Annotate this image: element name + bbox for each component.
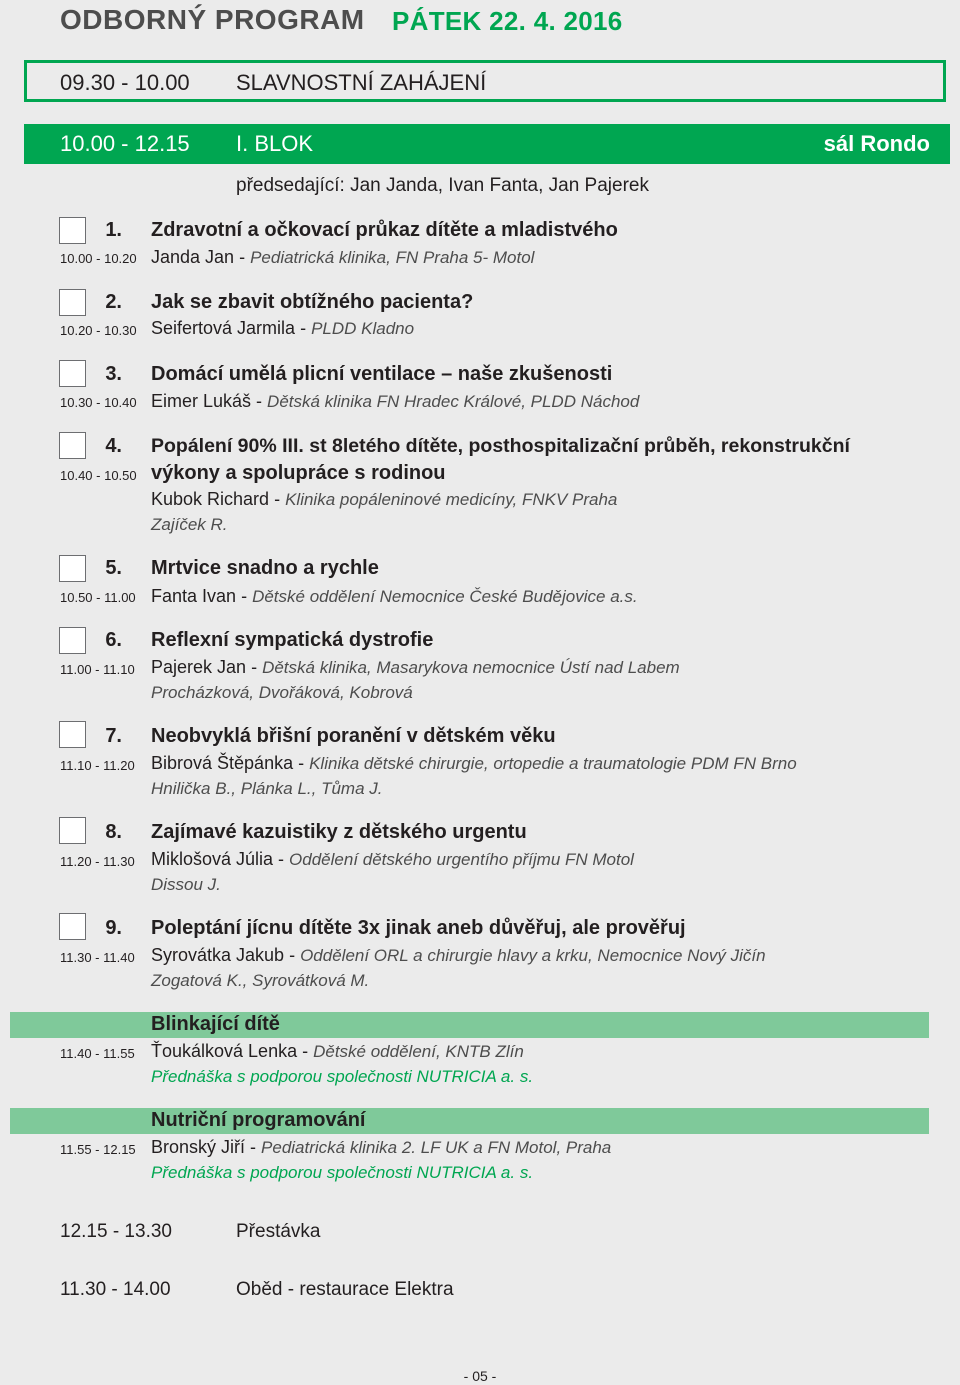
sponsored-title: Blinkající dítě — [151, 1013, 280, 1035]
talk-authors — [151, 586, 638, 607]
talk-coauthors: Hnilička B., Plánka L., Tůma J. — [151, 779, 383, 798]
sponsored-title: Nutriční programování — [151, 1109, 366, 1131]
talk-authors — [151, 391, 639, 412]
author-separator: - — [293, 753, 310, 773]
talk-author: Janda Jan — [151, 247, 235, 267]
talk-coauthors: Zajíček R. — [151, 515, 228, 534]
talk-authors — [151, 945, 766, 966]
talk-author: Seifertová Jarmila — [151, 318, 296, 338]
talk-coauthors: Dissou J. — [151, 875, 221, 894]
talk-affiliation: PLDD Kladno — [311, 319, 415, 338]
author-separator: - — [246, 657, 263, 677]
talk-title: Jak se zbavit obtížného pacienta? — [151, 291, 474, 313]
block-room: sál Rondo — [823, 131, 930, 156]
sponsored-affiliation: Dětské oddělení, KNTB Zlín — [313, 1042, 524, 1061]
sponsored-author: Ťoukálková Lenka — [151, 1041, 298, 1061]
talk-time: 11.10 - 11.20 — [60, 758, 135, 773]
opening-time: 09.30 - 10.00 — [60, 70, 190, 95]
talk-time: 11.20 - 11.30 — [60, 854, 135, 869]
block-chairs: předsedající: Jan Janda, Ivan Fanta, Jan Pajerek — [236, 175, 649, 196]
talk-title-continued: výkony a spolupráce s rodinou — [151, 462, 446, 484]
talk-number: 9. — [105, 917, 122, 939]
talk-coauthors: Zogatová K., Syrovátková M. — [151, 971, 370, 990]
talk-title: Reflexní sympatická dystrofie — [151, 629, 434, 651]
talk-authors — [151, 318, 414, 339]
break-time: 12.15 - 13.30 — [60, 1221, 172, 1242]
author-separator: - — [297, 1041, 314, 1061]
sponsored-authors — [151, 1137, 611, 1158]
author-separator: - — [295, 318, 312, 338]
talk-affiliation: Dětská klinika, Masarykova nemocnice Ústí nad Labem — [262, 658, 680, 677]
talk-affiliation: Klinika dětské chirurgie, ortopedie a traumatologie PDM FN Brno — [309, 754, 797, 773]
sponsored-authors — [151, 1041, 524, 1062]
talk-number: 1. — [105, 219, 122, 241]
sponsored-time: 11.55 - 12.15 — [60, 1142, 136, 1157]
talk-title: Popálení 90% III. st 8letého dítěte, posthospitalizační průběh, rekonstrukční — [151, 435, 850, 457]
talk-affiliation: Dětská klinika FN Hradec Králové, PLDD Náchod — [267, 392, 640, 411]
sponsor-note: Přednáška s podporou společnosti NUTRICIA a. s. — [151, 1163, 534, 1182]
talk-time: 10.40 - 10.50 — [60, 468, 137, 483]
talk-authors — [151, 849, 634, 870]
talk-author: Fanta Ivan — [151, 586, 237, 606]
talk-affiliation: Dětské oddělení Nemocnice České Budějovice a.s. — [252, 587, 638, 606]
talk-title: Domácí umělá plicní ventilace – naše zkušenosti — [151, 363, 613, 385]
lunch-time: 11.30 - 14.00 — [60, 1279, 171, 1300]
author-separator: - — [234, 247, 251, 267]
talk-affiliation: Pediatrická klinika, FN Praha 5- Motol — [250, 248, 535, 267]
talk-time: 11.00 - 11.10 — [60, 662, 135, 677]
talk-number: 3. — [105, 363, 122, 385]
talk-authors — [151, 753, 797, 774]
talk-author: Bibrová Štěpánka — [151, 753, 294, 773]
author-separator: - — [245, 1137, 262, 1157]
sponsored-author: Bronský Jiří — [151, 1137, 246, 1157]
page-number: - 05 - — [463, 1368, 497, 1384]
talk-number: 7. — [105, 725, 122, 747]
sponsored-affiliation: Pediatrická klinika 2. LF UK a FN Motol, Praha — [261, 1138, 612, 1157]
talk-author: Syrovátka Jakub — [151, 945, 285, 965]
talk-title: Poleptání jícnu dítěte 3x jinak aneb důvěřuj, ale prověřuj — [151, 917, 686, 939]
talk-time: 10.20 - 10.30 — [60, 323, 137, 338]
talk-number: 2. — [105, 291, 122, 313]
talk-number: 8. — [105, 821, 122, 843]
sponsor-note: Přednáška s podporou společnosti NUTRICIA a. s. — [151, 1067, 534, 1086]
author-separator: - — [251, 391, 268, 411]
program-heading: ODBORNÝ PROGRAM — [60, 4, 365, 35]
talk-time: 11.30 - 11.40 — [60, 950, 135, 965]
block-title: I. BLOK — [236, 131, 314, 156]
break-title: Přestávka — [236, 1221, 321, 1242]
talk-number: 5. — [105, 557, 122, 579]
talk-affiliation: Oddělení dětského urgentího příjmu FN Motol — [289, 850, 634, 869]
talk-author: Kubok Richard — [151, 489, 270, 509]
talk-title: Zajímavé kazuistiky z dětského urgentu — [151, 821, 527, 843]
talk-coauthors: Procházková, Dvořáková, Kobrová — [151, 683, 413, 702]
talk-time: 10.00 - 10.20 — [60, 251, 137, 266]
lunch-title: Oběd - restaurace Elektra — [236, 1279, 454, 1300]
talk-affiliation: Oddělení ORL a chirurgie hlavy a krku, Nemocnice Nový Jičín — [300, 946, 766, 965]
talk-authors — [151, 489, 617, 510]
opening-title: SLAVNOSTNÍ ZAHÁJENÍ — [236, 70, 487, 95]
talk-time: 10.30 - 10.40 — [60, 395, 137, 410]
talk-title: Neobvyklá břišní poranění v dětském věku — [151, 725, 556, 747]
talk-authors — [151, 247, 534, 268]
author-separator: - — [236, 586, 253, 606]
author-separator: - — [269, 489, 286, 509]
talk-affiliation: Klinika popáleninové medicíny, FNKV Praha — [285, 490, 618, 509]
talk-time: 10.50 - 11.00 — [60, 590, 136, 605]
sponsored-band — [10, 1012, 929, 1038]
talk-authors — [151, 657, 680, 678]
talk-title: Mrtvice snadno a rychle — [151, 557, 379, 579]
talk-number: 4. — [105, 435, 122, 457]
talk-title: Zdravotní a očkovací průkaz dítěte a mladistvého — [151, 219, 618, 241]
sponsored-band — [10, 1108, 929, 1134]
sponsored-time: 11.40 - 11.55 — [60, 1046, 135, 1061]
program-date: PÁTEK 22. 4. 2016 — [392, 6, 623, 36]
talk-author: Eimer Lukáš — [151, 391, 252, 411]
block-time: 10.00 - 12.15 — [60, 131, 190, 156]
talk-author: Miklošová Júlia — [151, 849, 274, 869]
author-separator: - — [284, 945, 301, 965]
author-separator: - — [273, 849, 290, 869]
talk-number: 6. — [105, 629, 122, 651]
talk-author: Pajerek Jan — [151, 657, 247, 677]
